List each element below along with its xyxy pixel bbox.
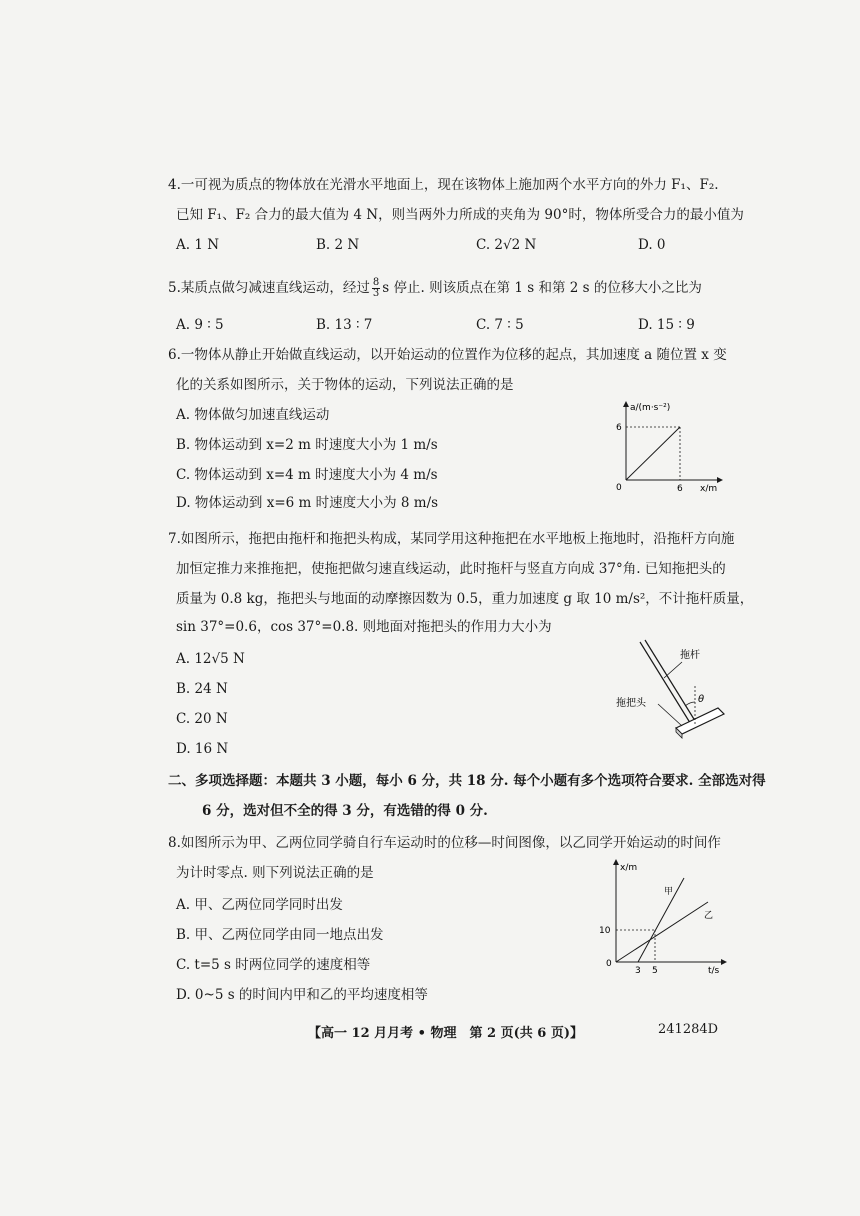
q4-option-c: C. 2√2 N [476,237,537,253]
q5-option-a: A. 9 ∶ 5 [176,317,224,333]
q7-option-b: B. 24 N [176,681,228,697]
q6-option-d: D. 物体运动到 x=6 m 时速度大小为 8 m/s [176,495,439,511]
section2-line2: 6 分，选对但不全的得 3 分，有选错的得 0 分. [202,803,488,819]
q4-option-b: B. 2 N [316,237,360,253]
mop-head-label: 拖把头 [616,698,646,709]
q6-ylabel: a/(m·s⁻²) [630,403,671,413]
mop-rod-label: 拖杆 [680,650,700,661]
q6-option-b: B. 物体运动到 x=2 m 时速度大小为 1 m/s [176,437,438,453]
q7-line3: 质量为 0.8 kg，拖把头与地面的动摩擦因数为 0.5，重力加速度 g 取 10 m/s²，不计拖杆质量， [176,591,754,607]
q5-fraction [372,278,380,299]
q7-option-a: A. 12√5 N [176,651,245,667]
q8-label-jia: 甲 [664,887,674,897]
mop-angle-label: θ [698,694,705,705]
q6-graph [608,398,728,498]
mop-angle-arc [685,702,695,706]
q4-line2: 已知 F₁、F₂ 合力的最大值为 4 N，则当两外力所成的夹角为 90°时，物体所受合力的最小值为 [176,207,744,223]
q5-stem [168,278,702,299]
q8-option-c: C. t=5 s 时两位同学的速度相等 [176,957,371,973]
q8-label-yi: 乙 [704,911,714,921]
q8-ylabel: x/m [620,863,638,873]
q4-option-d: D. 0 [638,237,666,253]
footer-code: 241284D [658,1022,719,1037]
q7-line1: 7.如图所示，拖把由拖杆和拖把头构成，某同学用这种拖把在水平地板上拖地时，沿拖杆方向施 [168,531,735,547]
q8-series-yi [616,902,708,962]
q8-line2: 为计时零点. 则下列说法正确的是 [176,865,374,881]
q5-option-c: C. 7 ∶ 5 [476,317,524,333]
q6-line2: 化的关系如图所示，关于物体的运动，下列说法正确的是 [176,377,514,393]
q6-xtick: 6 [677,484,683,494]
q5-stem-pre: 5.某质点做匀减速直线运动，经过 [168,280,370,296]
q5-option-b: B. 13 ∶ 7 [316,317,373,333]
q7-line2: 加恒定推力来推拖把，使拖把做匀速直线运动，此时拖杆与竖直方向成 37°角. 已知拖把头的 [176,561,726,577]
q8-graph [596,856,732,978]
q7-line4: sin 37°=0.6，cos 37°=0.8. 则地面对拖把头的作用力大小为 [176,619,552,635]
q5-option-d: D. 15 ∶ 9 [638,317,695,333]
q5-stem-post: s 停止. 则该质点在第 1 s 和第 2 s 的位移大小之比为 [382,280,702,296]
q8-xtick-5: 5 [652,966,658,976]
q6-ytick: 6 [616,423,622,433]
q8-xtick-3: 3 [635,966,641,976]
footer-label: 【高一 12 月月考 • 物理 第 2 页(共 6 页)】 [308,1026,583,1041]
q5-frac-den: 3 [372,288,380,299]
q8-series-jia [638,878,684,962]
q7-mop-figure [614,636,734,744]
q8-xlabel: t/s [708,966,720,976]
q8-origin: 0 [606,959,612,969]
mop-rod-pointer [664,662,682,678]
q7-option-c: C. 20 N [176,711,228,727]
q8-line1: 8.如图所示为甲、乙两位同学骑自行车运动时的位移—时间图像，以乙同学开始运动的时间作 [168,835,721,851]
q5-frac-num: 8 [372,277,380,288]
q6-data-line [626,427,680,480]
q8-ytick: 10 [599,926,611,936]
q8-option-d: D. 0~5 s 的时间内甲和乙的平均速度相等 [176,987,428,1003]
q4-option-a: A. 1 N [176,237,220,253]
q6-option-c: C. 物体运动到 x=4 m 时速度大小为 4 m/s [176,467,438,483]
q6-origin: 0 [616,483,622,493]
q6-xlabel: x/m [700,484,718,494]
section2-line1: 二、多项选择题：本题共 3 小题，每小 6 分，共 18 分. 每个小题有多个选项符合要求. 全部选对得 [168,773,766,789]
q6-line1: 6.一物体从静止开始做直线运动，以开始运动的位置作为位移的起点，其加速度 a 随位置 x 变 [168,347,727,363]
q6-option-a: A. 物体做匀加速直线运动 [176,407,330,423]
q8-option-a: A. 甲、乙两位同学同时出发 [176,897,343,913]
mop-head-pointer [658,704,682,726]
q7-option-d: D. 16 N [176,741,229,757]
q8-option-b: B. 甲、乙两位同学由同一地点出发 [176,927,384,943]
q4-line1: 4.一可视为质点的物体放在光滑水平地面上，现在该物体上施加两个水平方向的外力 F₁、F₂. [168,177,719,193]
